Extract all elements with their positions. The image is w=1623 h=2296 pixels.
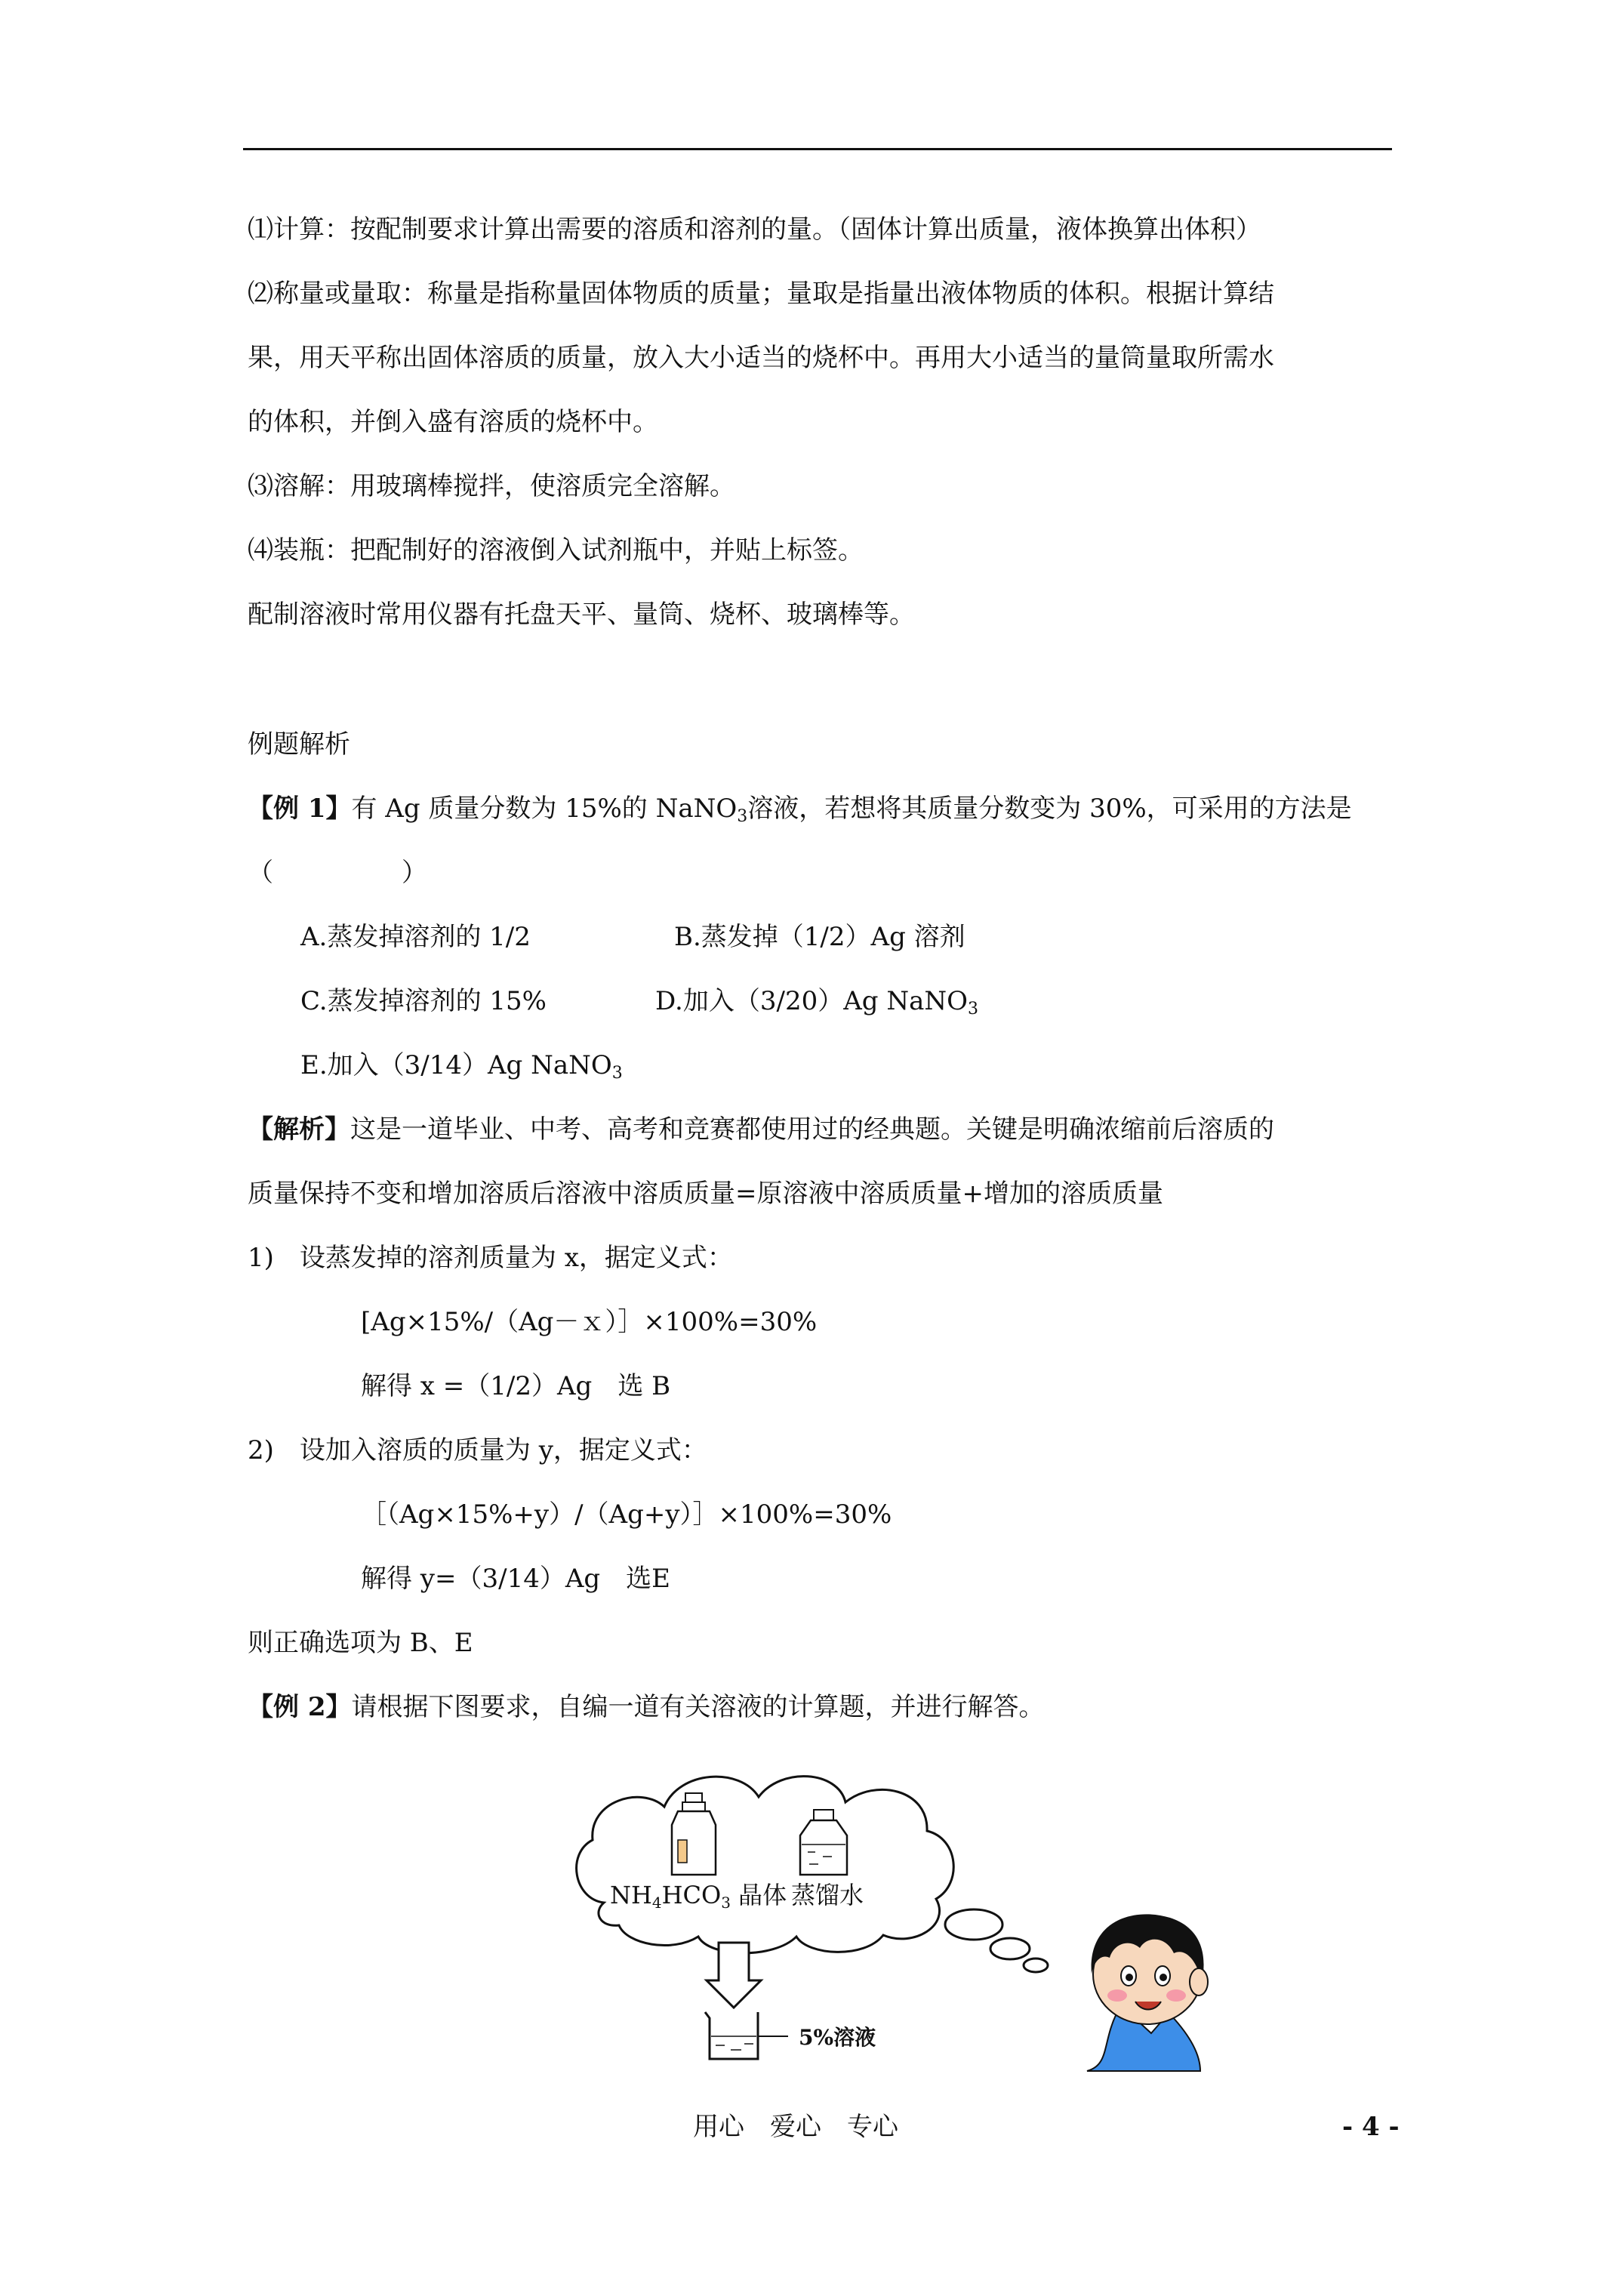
option-e: E.加入（3/14）Ag NaNO$_3$: [300, 1050, 623, 1083]
solution-illustration: [559, 1755, 1238, 2073]
case-1: 1) 设蒸发掉的溶剂质量为 x，据定义式：: [248, 1243, 733, 1273]
analysis-line-2: 质量保持不变和增加溶质后溶液中溶质质量=原溶液中溶质质量+增加的溶质质量: [248, 1179, 1163, 1209]
step-2-line-2: 果，用天平称出固体溶质的质量，放入大小适当的烧杯中。再用大小适当的量筒量取所需水: [248, 343, 1274, 373]
step-4: ⑷装瓶：把配制好的溶液倒入试剂瓶中，并贴上标签。: [248, 535, 864, 566]
cartoon-boy-icon: [1087, 1914, 1208, 2071]
option-c: C.蒸发掉溶剂的 15%: [300, 986, 547, 1016]
conclusion: 则正确选项为 B、E: [248, 1628, 473, 1658]
step-2-line-1: ⑵称量或量取：称量是指称量固体物质的质量；量取是指量出液体物质的体积。根据计算结: [248, 279, 1274, 309]
analysis-tag: 【解析】: [248, 1114, 350, 1145]
instruments-note: 配制溶液时常用仪器有托盘天平、量筒、烧杯、玻璃棒等。: [248, 599, 915, 630]
thought-bubble-2: [990, 1938, 1030, 1959]
step-3: ⑶溶解：用玻璃棒搅拌，使溶质完全溶解。: [248, 471, 735, 501]
example-1-question-line-1: 【例 1】有 Ag 质量分数为 15%的 NaNO$_3$溶液，若想将其质量分数变为 30%，可采用的方法是: [248, 794, 1352, 826]
thought-cloud: [577, 1777, 954, 1953]
thought-bubble-1: [945, 1909, 1002, 1940]
case-1-formula: [Ag×15%/（Ag－ｘ）］×100%=30%: [361, 1307, 818, 1337]
illustration-drawing: [559, 1755, 1238, 2073]
example-2-tag: 【例 2】: [248, 1692, 352, 1722]
example-1-tag: 【例 1】: [248, 794, 352, 824]
beaker-icon: [705, 2012, 788, 2059]
thought-bubble-3: [1024, 1959, 1048, 1972]
option-a: A.蒸发掉溶剂的 1/2: [300, 922, 531, 952]
header-rule: [243, 148, 1392, 150]
option-d: D.加入（3/20）Ag NaNO$_3$: [655, 986, 978, 1019]
section-title: 例题解析: [248, 729, 350, 760]
case-2: 2) 设加入溶质的质量为 y，据定义式：: [248, 1435, 707, 1465]
solution-label: 5%溶液: [799, 2025, 876, 2050]
case-2-solution: 解得 y=（3/14）Ag 选E: [361, 1564, 670, 1594]
reagent-label: $NH_4HCO_3$ 晶体: [610, 1881, 787, 1912]
step-1: ⑴计算：按配制要求计算出需要的溶质和溶剂的量。（固体计算出质量，液体换算出体积）: [248, 214, 1261, 245]
water-label: 蒸馏水: [791, 1881, 864, 1909]
page-number: - 4 -: [1342, 2112, 1400, 2142]
case-2-formula: ［（Ag×15%+y）/（Ag+y）］×100%=30%: [361, 1499, 892, 1530]
example-1-answer-blank: （ ）: [248, 858, 427, 888]
case-1-solution: 解得 x =（1/2）Ag 选 B: [361, 1371, 671, 1401]
footer-motto: 用心 爱心 专心: [693, 2112, 898, 2142]
step-2-line-3: 的体积，并倒入盛有溶质的烧杯中。: [248, 407, 658, 437]
option-b: B.蒸发掉（1/2）Ag 溶剂: [674, 922, 965, 952]
analysis-line-1: 【解析】这是一道毕业、中考、高考和竞赛都使用过的经典题。关键是明确浓缩前后溶质的: [248, 1114, 1274, 1145]
example-2-question: 【例 2】请根据下图要求，自编一道有关溶液的计算题，并进行解答。: [248, 1692, 1045, 1722]
